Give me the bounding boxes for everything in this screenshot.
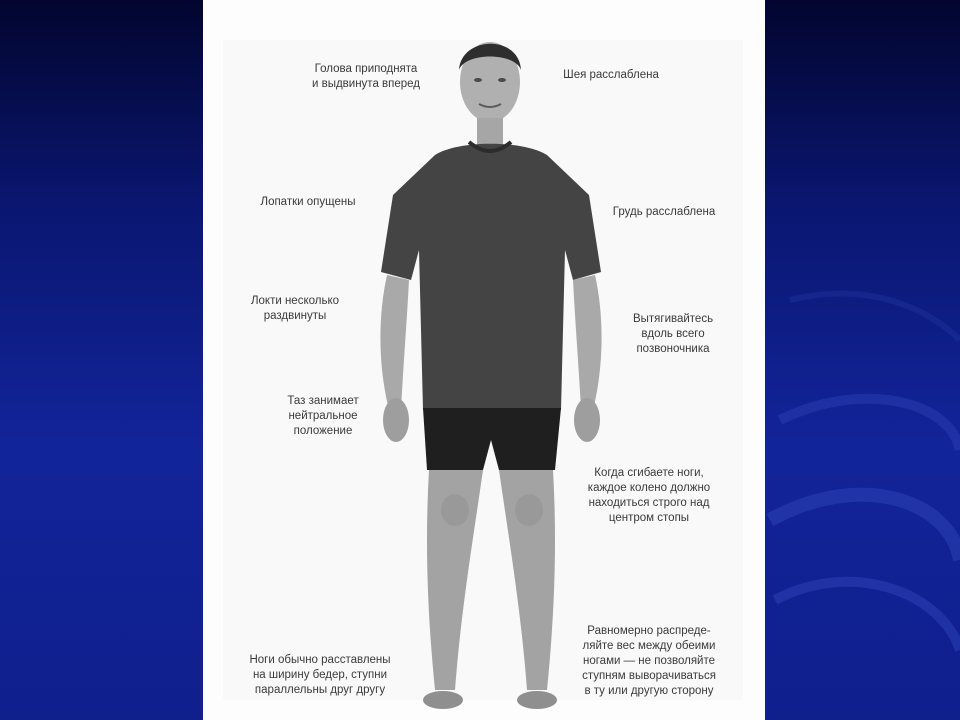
spine-annotation: Вытягивайтесь вдоль всего позвоночника [632,313,714,355]
head-annotation: Голова приподнята и выдвинута вперед [311,63,421,90]
shoulder-blades-annotation: Лопатки опущены [260,196,356,208]
posture-illustration-page [203,0,765,720]
chest-annotation: Грудь расслаблена [612,206,716,218]
elbows-annotation: Локти несколько раздвинуты [250,295,340,322]
standing-man-figure [203,0,765,720]
weight-annotation: Равномерно распреде- ляйте вес между обеими ногами — не позволяйте ступням выворачиваться в ту или другую сторону [582,625,716,697]
neck-annotation: Шея расслаблена [563,69,659,81]
pelvis-annotation: Таз занимает нейтральное положение [287,395,359,437]
feet-annotation: Ноги обычно расставлены на ширину бедер, ступни параллельны друг другу [249,654,391,696]
knees-annotation: Когда сгибаете ноги, каждое колено должно находиться строго над центром стопы [587,467,711,524]
